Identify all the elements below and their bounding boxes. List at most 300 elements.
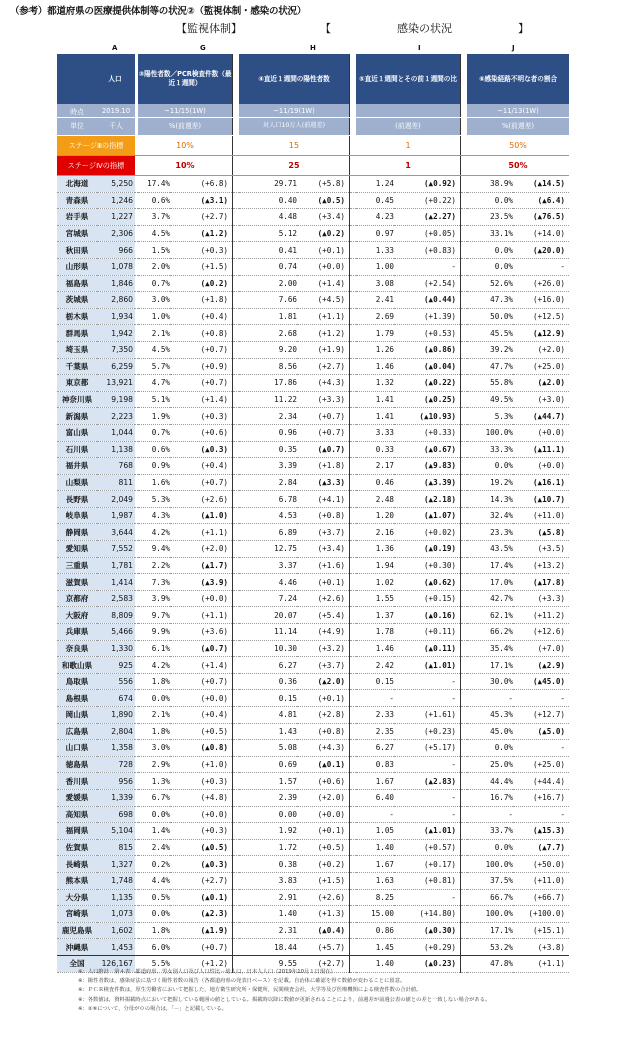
positivity-diff: (+0.0) [170, 690, 233, 707]
positivity-rate: 3.7% [138, 209, 170, 226]
positivity-diff: (+0.0) [170, 806, 233, 823]
weekly-cases-diff: (+0.7) [297, 408, 350, 425]
unknown-route-rate: 52.6% [467, 275, 513, 292]
unknown-route-rate: 19.2% [467, 474, 513, 491]
table-row [57, 906, 569, 923]
weekly-cases: 1.72 [239, 839, 297, 856]
weekly-cases-diff: (+2.7) [297, 358, 350, 375]
pref-name: 富山県 [57, 424, 97, 441]
table-row [57, 408, 569, 425]
positivity-rate: 0.7% [138, 424, 170, 441]
pref-name: 奈良県 [57, 640, 97, 657]
stage4-g: 10% [138, 156, 233, 176]
positivity-diff: (▲0.1) [170, 889, 233, 906]
positivity-rate: 17.4% [138, 176, 170, 193]
population: 1,453 [97, 939, 135, 956]
week-ratio: 0.97 [356, 225, 394, 242]
table-row [57, 458, 569, 475]
positivity-diff: (▲0.5) [170, 839, 233, 856]
week-ratio: 1.45 [356, 939, 394, 956]
population: 1,135 [97, 889, 135, 906]
unknown-route-rate: 17.1% [467, 657, 513, 674]
table-row [57, 789, 569, 806]
pref-name: 三重県 [57, 557, 97, 574]
unknown-route-rate: 5.3% [467, 408, 513, 425]
unknown-route-rate: 42.7% [467, 590, 513, 607]
weekly-cases-diff: (+4.3) [297, 740, 350, 757]
positivity-rate: 5.5% [138, 955, 170, 972]
unknown-route-rate: 0.0% [467, 458, 513, 475]
population: 1,358 [97, 740, 135, 757]
pref-name: 熊本県 [57, 872, 97, 889]
positivity-diff: (▲0.7) [170, 640, 233, 657]
positivity-rate: 6.7% [138, 789, 170, 806]
unknown-route-diff: (▲45.0) [513, 673, 569, 690]
pref-name: 鹿児島県 [57, 922, 97, 939]
unknown-route-diff: (+3.8) [513, 939, 569, 956]
pref-name: 大阪府 [57, 607, 97, 624]
population: 1,602 [97, 922, 135, 939]
weekly-cases-diff: (+0.8) [297, 723, 350, 740]
table-row [57, 624, 569, 641]
week-ratio: 2.41 [356, 292, 394, 309]
weekly-cases: 2.34 [239, 408, 297, 425]
week-ratio-diff: (▲2.27) [394, 209, 461, 226]
weekly-cases: 9.55 [239, 955, 297, 972]
pref-name: 群馬県 [57, 325, 97, 342]
week-ratio: 0.86 [356, 922, 394, 939]
positivity-diff: (+1.4) [170, 391, 233, 408]
positivity-rate: 1.8% [138, 922, 170, 939]
weekly-cases: 20.07 [239, 607, 297, 624]
positivity-rate: 0.9% [138, 458, 170, 475]
positivity-diff: (+0.4) [170, 458, 233, 475]
unknown-route-rate: 17.0% [467, 574, 513, 591]
unknown-route-diff: (+12.5) [513, 308, 569, 325]
positivity-diff: (+0.3) [170, 773, 233, 790]
weekly-cases: 3.37 [239, 557, 297, 574]
week-ratio-diff: (+0.17) [394, 856, 461, 873]
week-ratio: 0.45 [356, 192, 394, 209]
positivity-diff: (▲1.2) [170, 225, 233, 242]
weekly-cases-diff: (+4.1) [297, 491, 350, 508]
table-row [57, 590, 569, 607]
table-row [57, 375, 569, 392]
unknown-route-rate: 39.2% [467, 341, 513, 358]
column-letter-g: G [200, 44, 206, 52]
positivity-rate: 1.9% [138, 408, 170, 425]
weekly-cases: 6.78 [239, 491, 297, 508]
week-ratio-diff: (▲0.44) [394, 292, 461, 309]
weekly-cases-diff: (+3.4) [297, 209, 350, 226]
unknown-route-diff: (+14.0) [513, 225, 569, 242]
weekly-cases: 2.68 [239, 325, 297, 342]
unknown-route-diff: (+3.0) [513, 391, 569, 408]
positivity-diff: (+2.7) [170, 209, 233, 226]
unknown-route-diff: (+16.7) [513, 789, 569, 806]
population: 1,073 [97, 906, 135, 923]
week-ratio: 1.24 [356, 176, 394, 193]
unknown-route-diff: - [513, 258, 569, 275]
population: 5,466 [97, 624, 135, 641]
week-ratio: 1.20 [356, 507, 394, 524]
pref-name: 愛媛県 [57, 789, 97, 806]
week-ratio-diff: (+0.15) [394, 590, 461, 607]
weekly-cases-diff: (▲2.0) [297, 673, 350, 690]
week-ratio: 1.26 [356, 341, 394, 358]
positivity-rate: 5.7% [138, 358, 170, 375]
unknown-route-rate: 35.4% [467, 640, 513, 657]
table-row [57, 690, 569, 707]
pref-name: 石川県 [57, 441, 97, 458]
positivity-rate: 5.1% [138, 391, 170, 408]
positivity-diff: (+1.4) [170, 657, 233, 674]
stage3-g: 10% [138, 136, 233, 156]
positivity-rate: 2.4% [138, 839, 170, 856]
population: 728 [97, 756, 135, 773]
positivity-diff: (▲1.9) [170, 922, 233, 939]
positivity-rate: 1.8% [138, 673, 170, 690]
positivity-rate: 5.3% [138, 491, 170, 508]
table-row [57, 673, 569, 690]
weekly-cases-diff: (+3.7) [297, 524, 350, 541]
unknown-route-rate: 14.3% [467, 491, 513, 508]
header-g: ③陽性者数／PCR検査件数（最近１週間） [138, 54, 233, 104]
weekly-cases: 12.75 [239, 541, 297, 558]
unknown-route-rate: 37.5% [467, 872, 513, 889]
pref-name: 和歌山県 [57, 657, 97, 674]
positivity-rate: 1.3% [138, 773, 170, 790]
positivity-rate: 2.2% [138, 557, 170, 574]
table-row [57, 640, 569, 657]
weekly-cases-diff: (+0.0) [297, 806, 350, 823]
stage4-h: 25 [239, 156, 350, 176]
positivity-rate: 0.0% [138, 806, 170, 823]
monitoring-section-heading: 【監視体制】 [176, 22, 242, 35]
positivity-diff: (▲0.3) [170, 856, 233, 873]
week-ratio: 3.33 [356, 424, 394, 441]
positivity-rate: 4.2% [138, 657, 170, 674]
week-ratio-diff: - [394, 258, 461, 275]
week-ratio-diff: (▲0.25) [394, 391, 461, 408]
population: 1,987 [97, 507, 135, 524]
weekly-cases-diff: (▲0.1) [297, 756, 350, 773]
table-row [57, 275, 569, 292]
weekly-cases: 1.57 [239, 773, 297, 790]
week-ratio: 1.55 [356, 590, 394, 607]
weekly-cases-diff: (+5.8) [297, 176, 350, 193]
time-pop: 2019.10 [97, 104, 135, 118]
week-ratio: 1.41 [356, 391, 394, 408]
table-row [57, 707, 569, 724]
pref-name: 宮崎県 [57, 906, 97, 923]
unknown-route-diff: (▲15.3) [513, 823, 569, 840]
unknown-route-rate: 0.0% [467, 839, 513, 856]
positivity-rate: 7.3% [138, 574, 170, 591]
unknown-route-rate: 0.0% [467, 192, 513, 209]
positivity-rate: 2.9% [138, 756, 170, 773]
population: 768 [97, 458, 135, 475]
pref-name: 岩手県 [57, 209, 97, 226]
week-ratio: 1.33 [356, 242, 394, 259]
weekly-cases: 7.24 [239, 590, 297, 607]
week-ratio: 1.46 [356, 640, 394, 657]
week-ratio: 1.46 [356, 358, 394, 375]
unknown-route-rate: 43.5% [467, 541, 513, 558]
time-h: ~11/19(1W) [239, 104, 350, 118]
positivity-rate: 1.4% [138, 823, 170, 840]
population: 811 [97, 474, 135, 491]
week-ratio-diff: (+1.39) [394, 308, 461, 325]
positivity-rate: 1.6% [138, 474, 170, 491]
unknown-route-diff: - [513, 690, 569, 707]
population: 966 [97, 242, 135, 259]
weekly-cases-diff: (+3.2) [297, 640, 350, 657]
positivity-diff: (+0.7) [170, 474, 233, 491]
week-ratio-diff: (▲0.86) [394, 341, 461, 358]
pref-name: 愛知県 [57, 541, 97, 558]
weekly-cases-diff: (+0.7) [297, 424, 350, 441]
unknown-route-rate: 0.0% [467, 258, 513, 275]
column-letter-i: I [418, 44, 421, 52]
weekly-cases-diff: (▲0.2) [297, 225, 350, 242]
population: 1,846 [97, 275, 135, 292]
weekly-cases: 3.39 [239, 458, 297, 475]
weekly-cases: 2.84 [239, 474, 297, 491]
column-letter-j: J [512, 44, 515, 52]
footnote: ※：②⑥について，分母が０の場合は，「－」と記載している。 [78, 1005, 227, 1012]
week-ratio-diff: (▲0.62) [394, 574, 461, 591]
unknown-route-diff: (+11.0) [513, 872, 569, 889]
time-label: 時点 [57, 104, 97, 118]
positivity-rate: 1.5% [138, 242, 170, 259]
table-row [57, 524, 569, 541]
week-ratio: 1.36 [356, 541, 394, 558]
weekly-cases-diff: (+0.1) [297, 574, 350, 591]
stage3-i: 1 [356, 136, 461, 156]
positivity-rate: 9.9% [138, 624, 170, 641]
positivity-rate: 2.1% [138, 707, 170, 724]
population: 2,583 [97, 590, 135, 607]
weekly-cases: 3.83 [239, 872, 297, 889]
page-title: （参考）都道府県の医療提供体制等の状況②（監視体制・感染の状況） [10, 6, 307, 17]
weekly-cases-diff: (+0.1) [297, 242, 350, 259]
positivity-rate: 4.4% [138, 872, 170, 889]
week-ratio: 1.05 [356, 823, 394, 840]
week-ratio-diff: (+0.05) [394, 225, 461, 242]
unknown-route-diff: (+12.6) [513, 624, 569, 641]
table-row [57, 391, 569, 408]
week-ratio-diff: (▲0.19) [394, 541, 461, 558]
week-ratio: 0.15 [356, 673, 394, 690]
unknown-route-rate: 33.7% [467, 823, 513, 840]
weekly-cases: 10.30 [239, 640, 297, 657]
unknown-route-diff: (+0.0) [513, 424, 569, 441]
unknown-route-diff: (+44.4) [513, 773, 569, 790]
pref-name: 山形県 [57, 258, 97, 275]
week-ratio: 0.83 [356, 756, 394, 773]
unknown-route-rate: 62.1% [467, 607, 513, 624]
weekly-cases: 0.69 [239, 756, 297, 773]
pref-name: 千葉県 [57, 358, 97, 375]
table-row [57, 839, 569, 856]
pref-name: 京都府 [57, 590, 97, 607]
positivity-rate: 4.5% [138, 341, 170, 358]
positivity-diff: (+0.8) [170, 325, 233, 342]
footnote: ※：陽性者数は，感染症法に基づく陽性者数の報告（各都道府県の発表日ベース）を記載。自治体に確認を得て数値が変わることに留意。 [78, 978, 406, 985]
unknown-route-rate: 55.8% [467, 375, 513, 392]
unknown-route-rate: - [467, 690, 513, 707]
positivity-diff: (▲3.1) [170, 192, 233, 209]
weekly-cases: 18.44 [239, 939, 297, 956]
week-ratio: 1.41 [356, 408, 394, 425]
week-ratio: 6.40 [356, 789, 394, 806]
week-ratio: 2.33 [356, 707, 394, 724]
population: 1,044 [97, 424, 135, 441]
unit-pop: 千人 [97, 118, 135, 136]
stage4-label: ステージⅣの指標 [57, 156, 135, 176]
table-row [57, 325, 569, 342]
unknown-route-diff: (+25.0) [513, 358, 569, 375]
week-ratio: 1.32 [356, 375, 394, 392]
pref-name: 兵庫県 [57, 624, 97, 641]
unknown-route-rate: 38.9% [467, 176, 513, 193]
unknown-route-rate: 0.0% [467, 242, 513, 259]
positivity-rate: 0.5% [138, 889, 170, 906]
population: 815 [97, 839, 135, 856]
unknown-route-rate: 16.7% [467, 789, 513, 806]
pref-name: 東京都 [57, 375, 97, 392]
population: 8,809 [97, 607, 135, 624]
weekly-cases-diff: (+4.5) [297, 292, 350, 309]
week-ratio-diff: (+0.53) [394, 325, 461, 342]
table-row [57, 922, 569, 939]
positivity-rate: 3.0% [138, 292, 170, 309]
positivity-diff: (+0.0) [170, 590, 233, 607]
weekly-cases-diff: (+2.6) [297, 889, 350, 906]
week-ratio: 2.42 [356, 657, 394, 674]
weekly-cases-diff: (+3.3) [297, 391, 350, 408]
unknown-route-rate: 23.3% [467, 524, 513, 541]
weekly-cases-diff: (▲0.4) [297, 922, 350, 939]
weekly-cases-diff: (+5.4) [297, 607, 350, 624]
weekly-cases: 7.66 [239, 292, 297, 309]
unknown-route-diff: (+12.7) [513, 707, 569, 724]
unknown-route-diff: (+100.0) [513, 906, 569, 923]
population: 1,227 [97, 209, 135, 226]
table-row [57, 258, 569, 275]
positivity-rate: 3.0% [138, 740, 170, 757]
unknown-route-rate: 47.3% [467, 292, 513, 309]
table-row [57, 292, 569, 309]
weekly-cases: 4.53 [239, 507, 297, 524]
unknown-route-rate: 50.0% [467, 308, 513, 325]
pref-name: 福島県 [57, 275, 97, 292]
table-row [57, 723, 569, 740]
stage3-label: ステージⅢの指標 [57, 136, 135, 156]
week-ratio: 1.40 [356, 955, 394, 972]
stage4-i: 1 [356, 156, 461, 176]
weekly-cases: 29.71 [239, 176, 297, 193]
weekly-cases: 17.86 [239, 375, 297, 392]
column-letter-h: H [310, 44, 316, 52]
population: 2,860 [97, 292, 135, 309]
week-ratio-diff: (▲2.18) [394, 491, 461, 508]
table-row [57, 308, 569, 325]
unknown-route-diff: (+11.0) [513, 507, 569, 524]
week-ratio-diff: - [394, 673, 461, 690]
positivity-diff: (+3.6) [170, 624, 233, 641]
week-ratio-diff: - [394, 789, 461, 806]
week-ratio: 1.67 [356, 773, 394, 790]
unknown-route-rate: 17.1% [467, 922, 513, 939]
week-ratio: 1.63 [356, 872, 394, 889]
positivity-diff: (+2.7) [170, 872, 233, 889]
positivity-diff: (▲0.8) [170, 740, 233, 757]
population: 1,942 [97, 325, 135, 342]
pref-name: 北海道 [57, 176, 97, 193]
pref-name: 岐阜県 [57, 507, 97, 524]
unknown-route-rate: 44.4% [467, 773, 513, 790]
week-ratio: 2.48 [356, 491, 394, 508]
population: 5,250 [97, 176, 135, 193]
header-h: ④直近１週間の陽性者数 [239, 54, 350, 104]
pref-name: 栃木県 [57, 308, 97, 325]
week-ratio: 1.00 [356, 258, 394, 275]
positivity-diff: (+1.8) [170, 292, 233, 309]
weekly-cases: 5.08 [239, 740, 297, 757]
time-row [57, 104, 569, 118]
positivity-diff: (+4.8) [170, 789, 233, 806]
positivity-diff: (+0.7) [170, 673, 233, 690]
unknown-route-diff: (▲6.4) [513, 192, 569, 209]
weekly-cases-diff: (+1.1) [297, 308, 350, 325]
population: 6,259 [97, 358, 135, 375]
positivity-diff: (+2.0) [170, 541, 233, 558]
unknown-route-diff: (▲5.0) [513, 723, 569, 740]
week-ratio-diff: (+0.23) [394, 723, 461, 740]
weekly-cases: 0.00 [239, 806, 297, 823]
weekly-cases-diff: (+4.3) [297, 375, 350, 392]
population: 1,339 [97, 789, 135, 806]
week-ratio: 1.37 [356, 607, 394, 624]
pref-name: 高知県 [57, 806, 97, 823]
positivity-rate: 0.0% [138, 690, 170, 707]
population: 674 [97, 690, 135, 707]
pref-name: 鳥取県 [57, 673, 97, 690]
weekly-cases-diff: (+0.2) [297, 856, 350, 873]
week-ratio: 3.08 [356, 275, 394, 292]
pref-name: 秋田県 [57, 242, 97, 259]
positivity-diff: (▲1.7) [170, 557, 233, 574]
positivity-rate: 4.2% [138, 524, 170, 541]
population: 1,781 [97, 557, 135, 574]
weekly-cases-diff: (+1.9) [297, 341, 350, 358]
positivity-diff: (+0.7) [170, 375, 233, 392]
unknown-route-rate: 66.7% [467, 889, 513, 906]
pref-name: 香川県 [57, 773, 97, 790]
table-row [57, 358, 569, 375]
unknown-route-diff: (▲14.5) [513, 176, 569, 193]
week-ratio: 1.02 [356, 574, 394, 591]
header-pref [57, 54, 97, 104]
week-ratio: 2.69 [356, 308, 394, 325]
table-row [57, 756, 569, 773]
weekly-cases: 1.81 [239, 308, 297, 325]
time-g: ~11/15(1W) [138, 104, 233, 118]
weekly-cases-diff: (▲0.5) [297, 192, 350, 209]
population: 2,223 [97, 408, 135, 425]
